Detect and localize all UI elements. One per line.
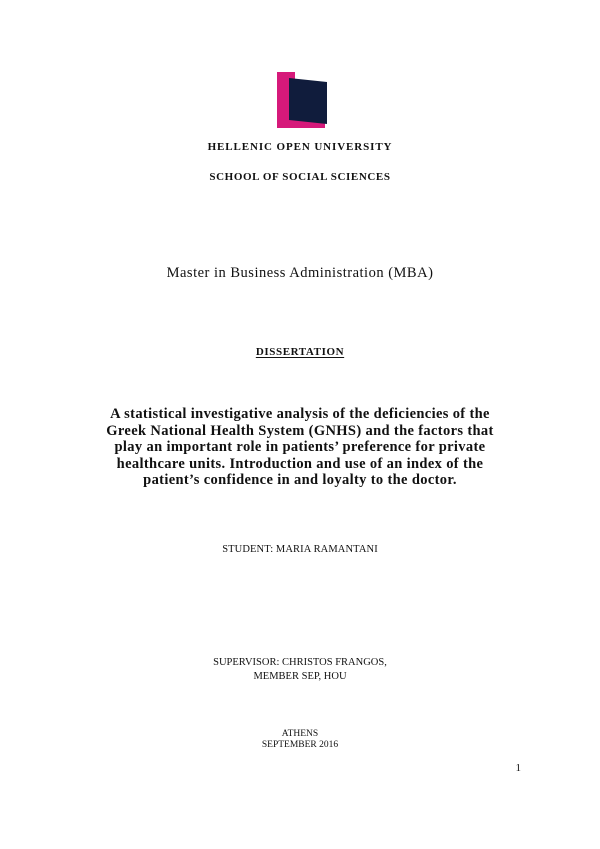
title-line: A statistical investigative analysis of the deficiencies of the bbox=[110, 406, 490, 422]
supervisor-block bbox=[0, 656, 600, 684]
supervisor-name: SUPERVISOR: CHRISTOS FRANGOS, bbox=[213, 657, 387, 668]
title-line: Greek National Health System (GNHS) and the factors that bbox=[106, 422, 494, 439]
date: SEPTEMBER 2016 bbox=[261, 740, 339, 750]
supervisor-affiliation: MEMBER SEP, HOU bbox=[253, 671, 347, 682]
location: ATHENS bbox=[281, 729, 319, 739]
title-line: play an important role in patients’ preference for private bbox=[114, 439, 486, 455]
university-name: HELLENIC OPEN UNIVERSITY bbox=[207, 141, 393, 153]
school-name: SCHOOL OF SOCIAL SCIENCES bbox=[209, 171, 391, 183]
document-type: DISSERTATION bbox=[255, 346, 345, 358]
student-name: STUDENT: MARIA RAMANTANI bbox=[222, 544, 378, 555]
university-logo-icon bbox=[277, 72, 327, 128]
program-name: Master in Business Administration (MBA) bbox=[166, 265, 434, 281]
title-line: patient’s confidence in and loyalty to the doctor. bbox=[143, 472, 457, 488]
dissertation-title bbox=[60, 406, 540, 489]
place-date-block bbox=[0, 729, 600, 751]
logo-navy-panel bbox=[289, 78, 327, 124]
title-line: healthcare units. Introduction and use of an index of the bbox=[116, 455, 484, 472]
page-number: 1 bbox=[515, 762, 521, 774]
